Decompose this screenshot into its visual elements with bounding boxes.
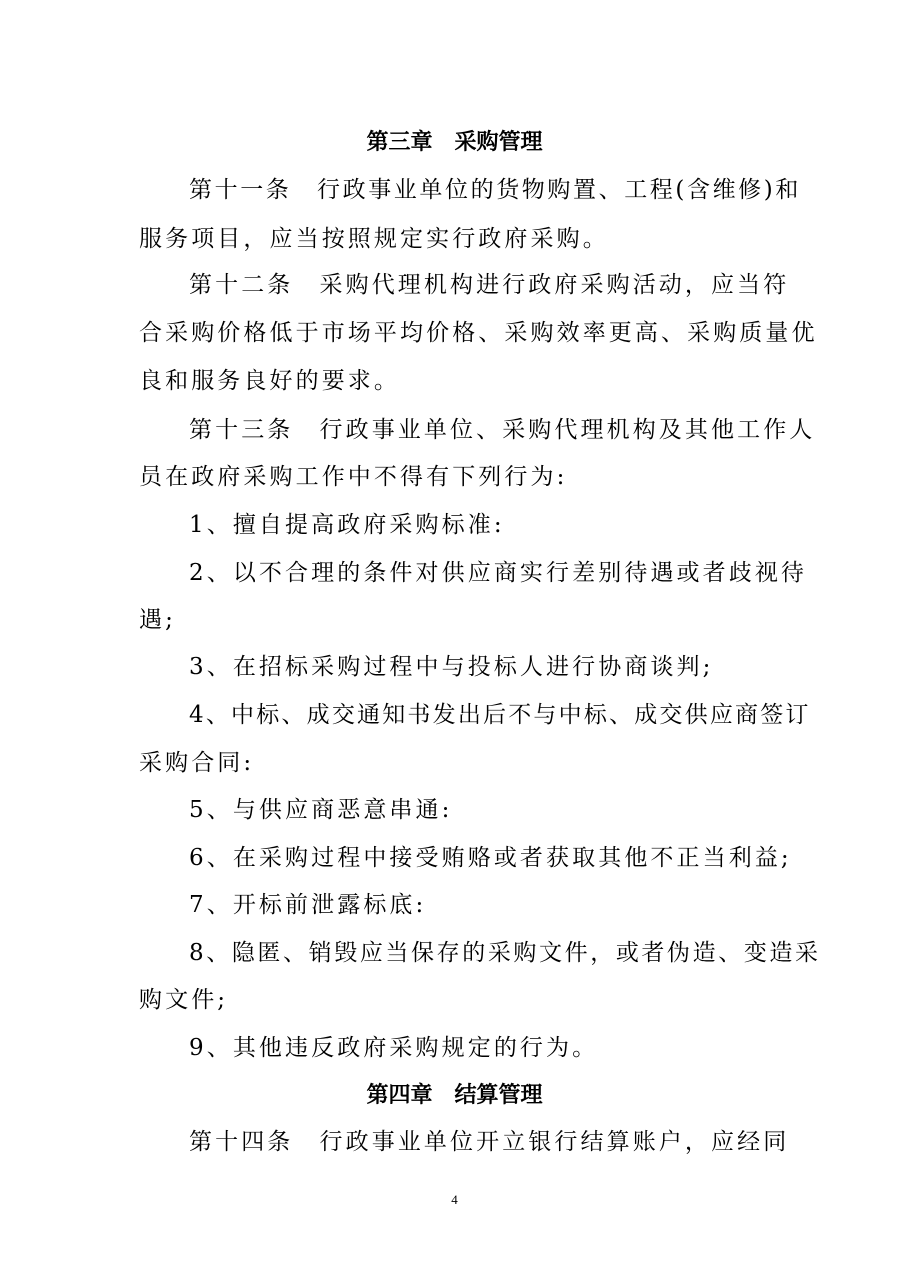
article-12-line-3: 良和服务良好的要求。 xyxy=(139,368,400,394)
list-item-7: 7、开标前泄露标底: xyxy=(189,892,427,918)
article-12-line-2: 合采购价格低于市场平均价格、采购效率更高、采购质量优 xyxy=(139,320,818,346)
list-item-2-line-2: 遇; xyxy=(139,607,176,633)
list-item-3: 3、在招标采购过程中与投标人进行协商谈判; xyxy=(189,654,714,680)
list-item-4-line-1: 4、中标、成交通知书发出后不与中标、成交供应商签订 xyxy=(189,702,811,728)
article-12-line-1: 第十二条 采购代理机构进行政府采购活动，应当符 xyxy=(189,272,790,298)
page-number: 4 xyxy=(451,1192,458,1207)
article-11-line-1: 第十一条 行政事业单位的货物购置、工程(含维修)和 xyxy=(189,177,801,203)
chapter-4-heading: 第四章 结算管理 xyxy=(366,1083,543,1108)
list-item-4-line-2: 采购合同: xyxy=(139,750,255,776)
article-11-line-2: 服务项目，应当按照规定实行政府采购。 xyxy=(139,226,609,252)
article-13-line-1: 第十三条 行政事业单位、采购代理机构及其他工作人 xyxy=(189,417,816,443)
article-13-line-2: 员在政府采购工作中不得有下列行为: xyxy=(139,464,568,490)
list-item-8-line-1: 8、隐匿、销毁应当保存的采购文件，或者伪造、变造采 xyxy=(189,940,821,966)
list-item-9: 9、其他违反政府采购规定的行为。 xyxy=(189,1035,599,1061)
list-item-8-line-2: 购文件; xyxy=(139,987,229,1013)
article-14-line-1: 第十四条 行政事业单位开立银行结算账户，应经同 xyxy=(189,1129,790,1155)
list-item-5: 5、与供应商恶意串通: xyxy=(189,797,453,823)
list-item-1: 1、擅自提高政府采购标准: xyxy=(189,512,505,538)
list-item-2-line-1: 2、以不合理的条件对供应商实行差别待遇或者歧视待 xyxy=(189,560,808,586)
chapter-3-heading: 第三章 采购管理 xyxy=(366,130,543,155)
list-item-6: 6、在采购过程中接受贿赂或者获取其他不正当利益; xyxy=(189,845,792,871)
